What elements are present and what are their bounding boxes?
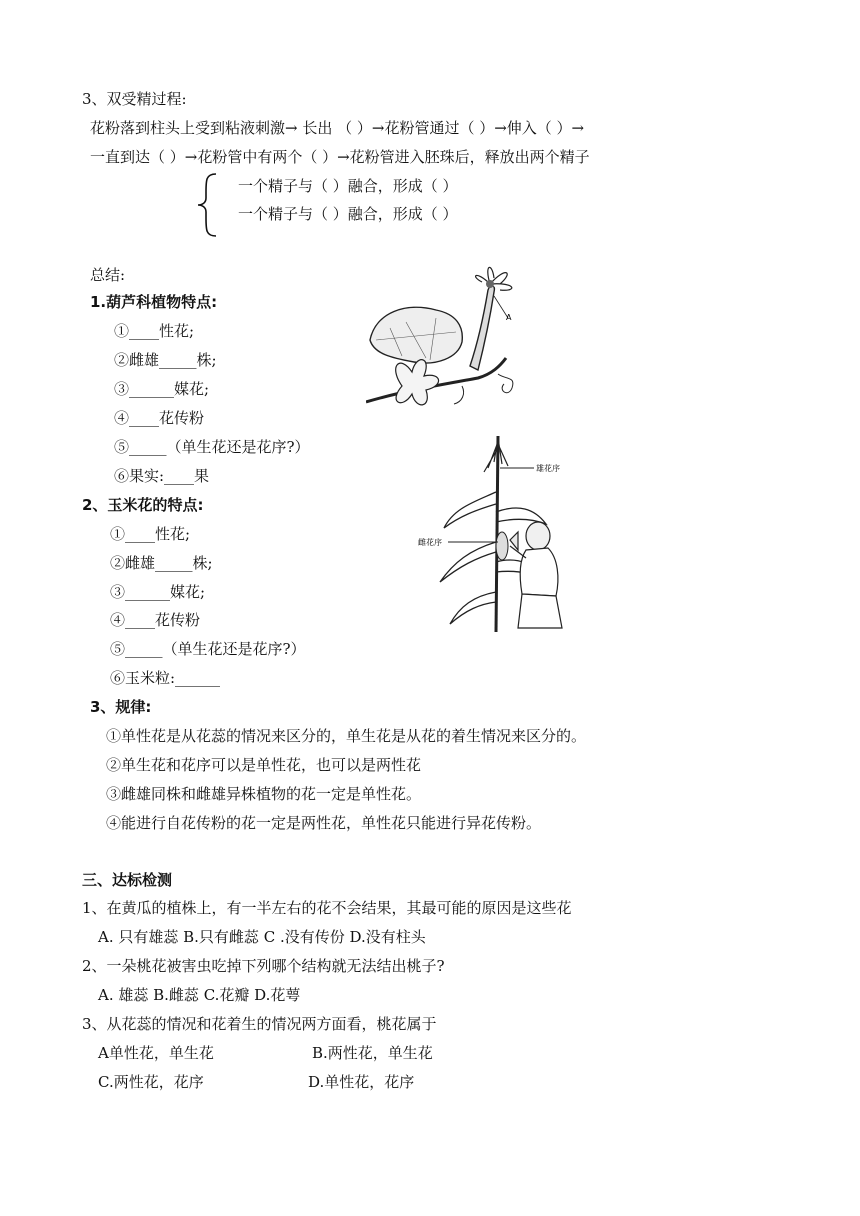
rule-item: ④能进行自花传粉的花一定是两性花，单性花只能进行异花传粉。 [106, 814, 542, 832]
question-3: 3、从花蕊的情况和花着生的情况两方面看，桃花属于 [82, 1015, 437, 1033]
rules-title: 3、规律: [90, 698, 152, 716]
gourd-item: ②雌雄_____株; [114, 351, 217, 369]
section-title-double-fertilization: 3、双受精过程: [82, 90, 187, 108]
gourd-title: 1.葫芦科植物特点: [90, 293, 218, 311]
question-3-option-d: D.单性花，花序 [308, 1073, 415, 1091]
corn-plant-illustration [414, 432, 572, 638]
process-line-1: 花粉落到柱头上受到粘液刺激→ 长出 （ ）→花粉管通过（ ）→伸入（ ）→ [90, 119, 585, 137]
corn-item: ②雌雄_____株; [110, 554, 213, 572]
process-line-2: 一直到达（ ）→花粉管中有两个（ ）→花粉管进入胚珠后，释放出两个精子 [90, 148, 590, 166]
gourd-item: ①____性花; [114, 322, 195, 340]
corn-male-inflorescence-label: 雄花序 [536, 464, 560, 473]
question-1-options: A. 只有雄蕊 B.只有雌蕊 C .没有传份 D.没有柱头 [98, 928, 426, 946]
question-2-options: A. 雄蕊 B.雌蕊 C.花瓣 D.花萼 [98, 986, 301, 1004]
test-section-title: 三、达标检测 [82, 871, 173, 889]
sperm-branch-2: 一个精子与（ ）融合，形成（ ） [238, 205, 458, 223]
curly-brace-icon [196, 172, 220, 238]
rule-item: ②单生花和花序可以是单性花，也可以是两性花 [106, 756, 422, 774]
question-1: 1、在黄瓜的植株上，有一半左右的花不会结果，其最可能的原因是这些花 [82, 899, 572, 917]
question-3-option-a: A单性花，单生花 [98, 1044, 214, 1062]
gourd-item: ③______媒花; [114, 380, 210, 398]
question-2: 2、一朵桃花被害虫吃掉下列哪个结构就无法结出桃子? [82, 957, 445, 975]
question-3-option-b: B.两性花，单生花 [312, 1044, 433, 1062]
corn-item: ③______媒花; [110, 583, 206, 601]
sperm-branch-1: 一个精子与（ ）融合，形成（ ） [238, 177, 458, 195]
gourd-plant-illustration [366, 262, 528, 416]
rule-item: ①单性花是从花蕊的情况来区分的，单生花是从花的着生情况来区分的。 [106, 727, 587, 745]
question-3-option-c: C.两性花，花序 [98, 1073, 204, 1091]
rule-item: ③雌雄同株和雌雄异株植物的花一定是单性花。 [106, 785, 422, 803]
gourd-item: ⑥果实:____果 [114, 467, 210, 485]
corn-title: 2、玉米花的特点: [82, 496, 204, 514]
gourd-label-a: A [506, 313, 512, 322]
corn-female-inflorescence-label: 雌花序 [418, 538, 442, 547]
corn-item: ④____花传粉 [110, 611, 201, 629]
summary-label: 总结: [90, 266, 126, 284]
corn-item: ①____性花; [110, 525, 191, 543]
corn-item: ⑥玉米粒:______ [110, 669, 221, 687]
gourd-item: ⑤_____（单生花还是花序?） [114, 438, 310, 456]
corn-item: ⑤_____（单生花还是花序?） [110, 640, 306, 658]
gourd-item: ④____花传粉 [114, 409, 205, 427]
